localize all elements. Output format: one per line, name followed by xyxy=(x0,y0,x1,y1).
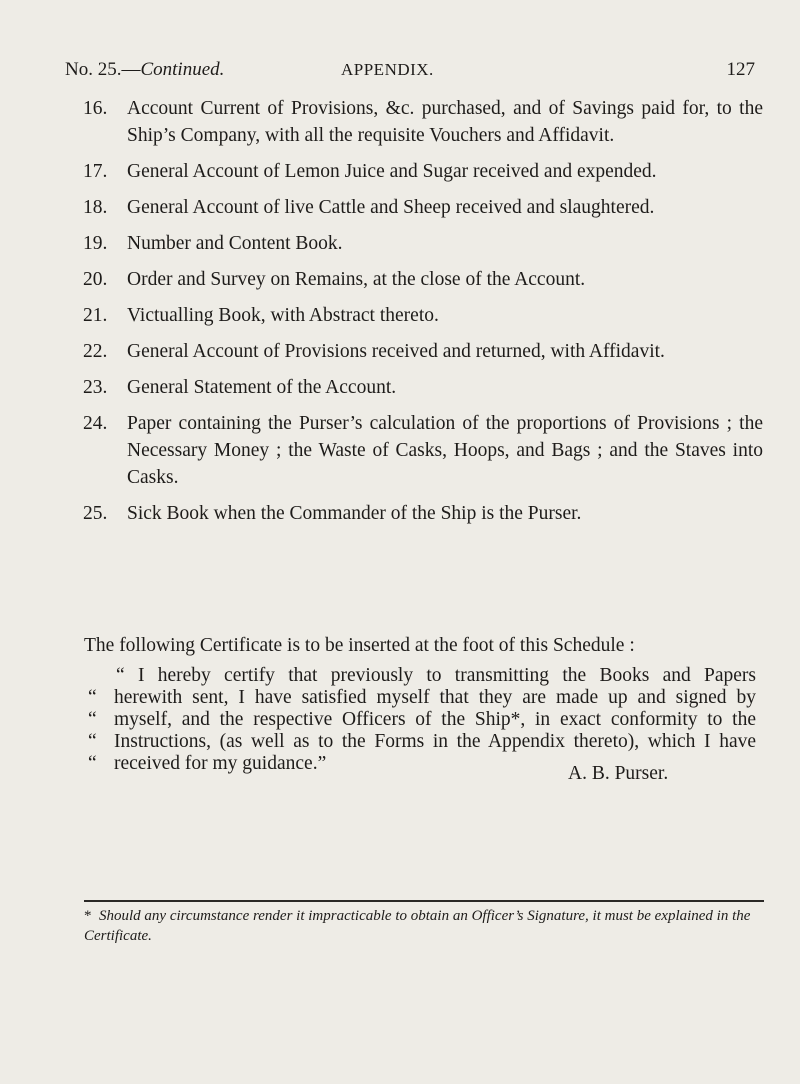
page-header xyxy=(65,59,755,89)
list-item xyxy=(83,230,763,257)
certificate-intro: The following Certificate is to be inserted at the foot of this Schedule : xyxy=(84,635,635,656)
list-item xyxy=(83,158,763,185)
item-text: General Account of Provisions received and returned, with Affidavit. xyxy=(127,341,665,362)
list-item xyxy=(83,410,763,491)
certificate-text xyxy=(84,665,756,775)
certificate-line: “ I hereby certify that previously to transmitting the Books and Papers xyxy=(116,665,756,686)
item-text: Order and Survey on Remains, at the close of the Account. xyxy=(127,269,586,290)
item-number: 23. xyxy=(83,377,108,398)
quote-mark: “ xyxy=(88,753,97,774)
item-number: 16. xyxy=(83,98,108,119)
page-number: 127 xyxy=(726,59,755,80)
quote-mark: “ xyxy=(88,731,97,752)
item-number: 25. xyxy=(83,503,108,524)
item-number: 22. xyxy=(83,341,108,362)
list-item xyxy=(83,194,763,221)
item-number: 24. xyxy=(83,413,108,434)
footnote-text: Should any circumstance render it impracticable to obtain an Officer’s Signature, it must be explained in the Certificate. xyxy=(84,908,751,944)
item-text: Sick Book when the Commander of the Ship is the Purser. xyxy=(127,503,582,524)
item-text: Victualling Book, with Abstract thereto. xyxy=(127,305,439,326)
list-item xyxy=(83,266,763,293)
list-item xyxy=(83,302,763,329)
list-item xyxy=(83,500,763,527)
certificate-line xyxy=(84,731,756,753)
item-text: Paper containing the Purser’s calculation of the proportions of Provisions ; the Necessary Money ; the Waste of Casks, Hoops, and Bags ; and the Staves into Casks. xyxy=(127,413,763,488)
footnote-marker: * xyxy=(84,908,92,924)
schedule-list xyxy=(83,95,763,527)
certificate-line xyxy=(84,687,756,709)
certificate-line-text: Instructions, (as well as to the Forms in the Appendix thereto), which I have xyxy=(114,731,756,752)
schedule-number xyxy=(65,59,224,81)
item-text: General Account of Lemon Juice and Sugar received and expended. xyxy=(127,161,657,182)
item-number: 21. xyxy=(83,305,108,326)
schedule-number-text: No. 25.— xyxy=(65,59,141,80)
list-item xyxy=(83,374,763,401)
quote-mark: “ xyxy=(88,687,97,708)
signature: A. B. Purser. xyxy=(568,763,669,784)
item-number: 20. xyxy=(83,269,108,290)
quote-mark: “ xyxy=(88,709,97,730)
item-text: General Statement of the Account. xyxy=(127,377,397,398)
item-text: Number and Content Book. xyxy=(127,233,343,254)
item-number: 18. xyxy=(83,197,108,218)
list-item xyxy=(83,338,763,365)
certificate-line-text: myself, and the respective Officers of the Ship*, in exact conformity to the xyxy=(114,709,756,730)
item-number: 17. xyxy=(83,161,108,182)
item-text: Account Current of Provisions, &c. purchased, and of Savings paid for, to the Ship’s Company, with all the requisite Vouchers and Affidavit. xyxy=(127,98,763,146)
item-text: General Account of live Cattle and Sheep received and slaughtered. xyxy=(127,197,655,218)
running-title: APPENDIX. xyxy=(341,60,434,79)
certificate-line xyxy=(84,709,756,731)
item-number: 19. xyxy=(83,233,108,254)
certificate-line-text: received for my guidance.” xyxy=(114,753,327,774)
continued-label: Continued. xyxy=(140,59,225,80)
list-item xyxy=(83,95,763,149)
footnote-divider xyxy=(84,900,764,902)
footnote xyxy=(84,906,764,946)
certificate-line-text: herewith sent, I have satisfied myself that they are made up and signed by xyxy=(114,687,756,708)
